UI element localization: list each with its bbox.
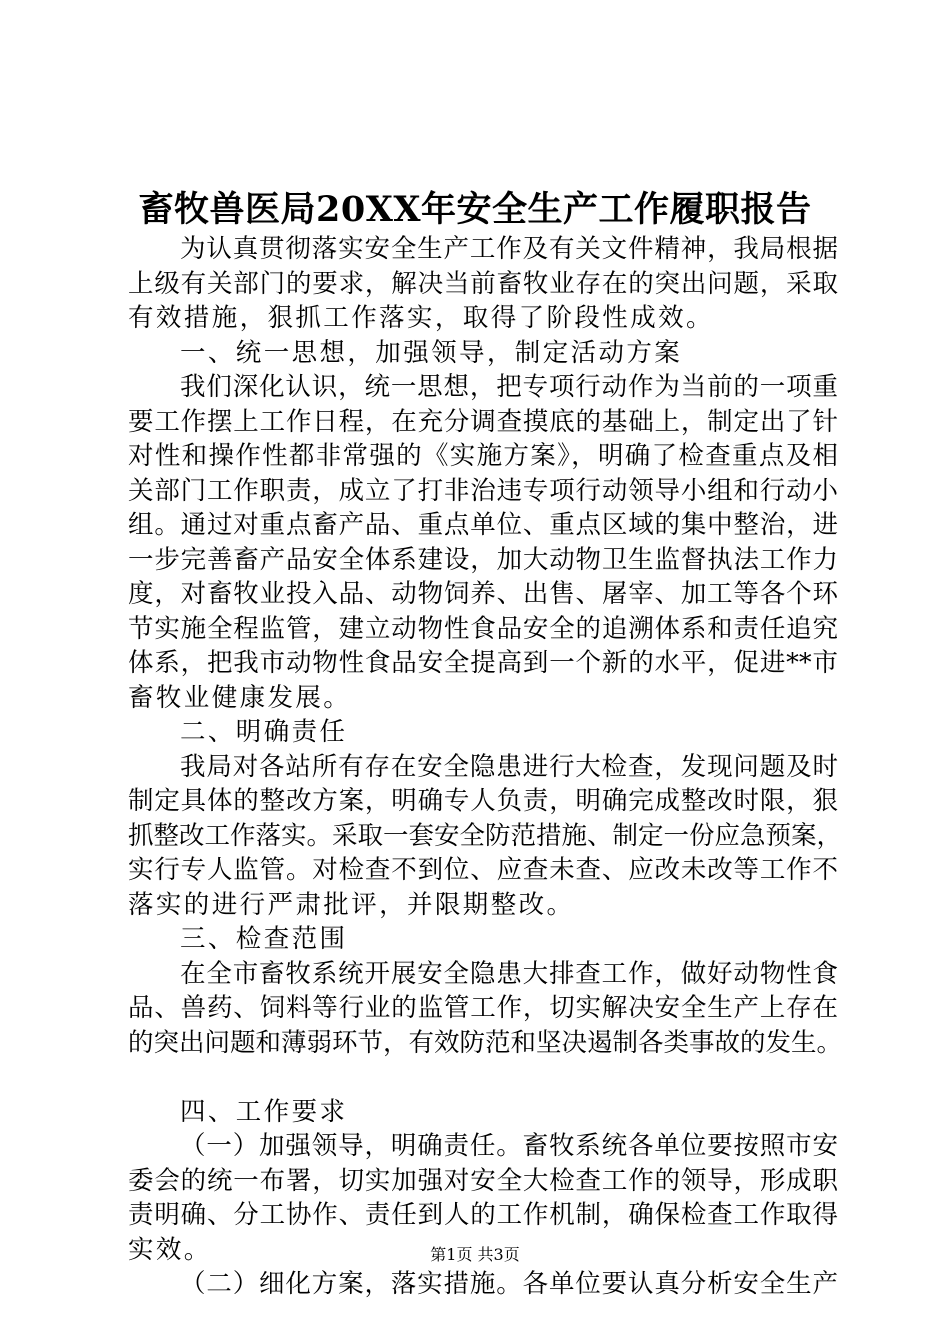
paragraph-line: 度，对畜牧业投入品、动物饲养、出售、屠宰、加工等各个环 — [128, 579, 838, 609]
paragraph-line: 的突出问题和薄弱环节，有效防范和坚决遏制各类事故的发生。 — [128, 1027, 843, 1058]
paragraph-line: 实效。 — [128, 1234, 212, 1265]
section-heading: 一、统一思想，加强领导，制定活动方案 — [180, 337, 683, 368]
paragraph-line: 对性和操作性都非常强的《实施方案》，明确了检查重点及相 — [128, 441, 838, 471]
document-body — [128, 232, 843, 1302]
paragraph-line: 为认真贯彻落实安全生产工作及有关文件精神，我局根据 — [180, 234, 838, 264]
paragraph-line: 落实的进行严肃批评，并限期整改。 — [128, 889, 575, 920]
paragraph-line: 我们深化认识，统一思想，把专项行动作为当前的一项重 — [180, 372, 838, 402]
blank-line — [128, 1060, 838, 1095]
paragraph-line: 责明确、分工协作、责任到人的工作机制，确保检查工作取得 — [128, 1200, 838, 1230]
paragraph-line: 抓整改工作落实。采取一套安全防范措施、制定一份应急预案， — [128, 820, 843, 851]
paragraph-line: 我局对各站所有存在安全隐患进行大检查，发现问题及时 — [180, 751, 838, 782]
paragraph-line: 制定具体的整改方案，明确专人负责，明确完成整改时限，狠 — [128, 786, 838, 816]
paragraph-line: 关部门工作职责，成立了打非治违专项行动领导小组和行动小 — [128, 475, 838, 506]
paragraph-line: 实行专人监管。对检查不到位、应查未查、应改未改等工作不 — [128, 855, 838, 885]
section-heading: 二、明确责任 — [180, 717, 348, 747]
paragraph-line: （二）细化方案，落实措施。各单位要认真分析安全生产 — [180, 1269, 838, 1299]
paragraph-line: 有效措施，狠抓工作落实，取得了阶段性成效。 — [128, 303, 714, 333]
paragraph-line: 上级有关部门的要求，解决当前畜牧业存在的突出问题，采取 — [128, 268, 838, 299]
paragraph-line: 体系，把我市动物性食品安全提高到一个新的水平，促进**市 — [128, 648, 838, 678]
paragraph-line: 畜牧业健康发展。 — [128, 682, 352, 713]
paragraph-line: 品、兽药、饲料等行业的监管工作，切实解决安全生产上存在 — [128, 993, 838, 1023]
paragraph-line: 一步完善畜产品安全体系建设，加大动物卫生监督执法工作力 — [128, 544, 838, 575]
section-heading: 四、工作要求 — [180, 1096, 348, 1127]
document-title: 畜牧兽医局20XX年安全生产工作履职报告 — [138, 189, 812, 230]
paragraph-line: 节实施全程监管，建立动物性食品安全的追溯体系和责任追究 — [128, 613, 838, 644]
page-footer: 第1页 共3页 — [430, 1245, 520, 1264]
paragraph-line: 组。通过对重点畜产品、重点单位、重点区域的集中整治，进 — [128, 510, 838, 540]
section-heading: 三、检查范围 — [180, 924, 348, 954]
paragraph-line: （一）加强领导，明确责任。畜牧系统各单位要按照市安 — [180, 1131, 838, 1161]
paragraph-line: 在全市畜牧系统开展安全隐患大排查工作，做好动物性食 — [180, 958, 838, 989]
paragraph-line: 委会的统一布署，切实加强对安全大检查工作的领导，形成职 — [128, 1165, 838, 1196]
paragraph-line: 要工作摆上工作日程，在充分调查摸底的基础上，制定出了针 — [128, 406, 838, 437]
